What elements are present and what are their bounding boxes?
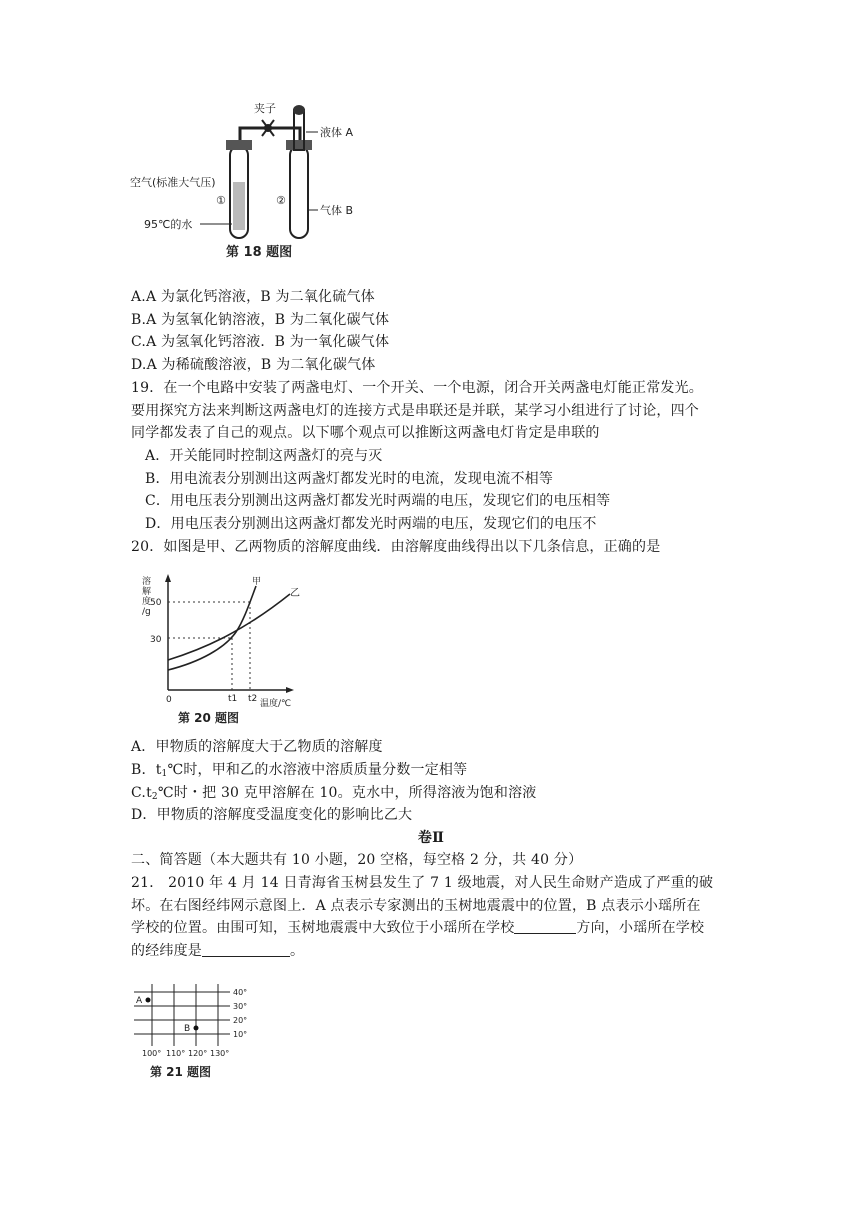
xlabel: 温度/℃ (260, 699, 292, 709)
figure-18-caption: 第 18 题图 (226, 245, 293, 260)
clamp-label: 夹子 (254, 102, 276, 115)
q20-option-b-subscript: 1 (161, 769, 168, 779)
answer-blank-coordinates[interactable] (202, 942, 290, 957)
lat-label-10: 10° (233, 1030, 248, 1039)
apparatus-diagram (130, 100, 390, 268)
lat-label-30: 30° (233, 1002, 248, 1011)
q21-line-1: 21． 2010 年 4 月 14 日青海省玉树县发生了 7 1 级地震，对人民生命财产造成了严重的破 (131, 875, 714, 891)
ylabel-char-1: 溶 (142, 577, 152, 587)
tube-1-label: ① (216, 194, 226, 207)
y-tick-30: 30 (150, 635, 162, 645)
q21-line-4-text: 的经纬度是 (131, 943, 202, 959)
ylabel-char-2: 解 (142, 587, 152, 597)
lon-label-110: 110° (166, 1049, 186, 1058)
section-title: 卷Ⅱ (417, 830, 445, 846)
lon-label-120: 120° (188, 1049, 208, 1058)
solubility-chart (140, 570, 310, 728)
lat-label-40: 40° (233, 988, 248, 997)
series-label-jia: 甲 (252, 577, 262, 587)
q18-option-a: A.A 为氯化钙溶液，B 为二氧化硫气体 (131, 289, 375, 305)
series-label-yi: 乙 (290, 588, 300, 599)
x-tick-t2: t2 (248, 694, 258, 704)
q20-stem: 20．如图是甲、乙两物质的溶解度曲线．由溶解度曲线得出以下几条信息，正确的是 (131, 539, 661, 555)
q19-option-b: B．用电流表分别测出这两盏灯都发光时的电流，发现电流不相等 (145, 471, 554, 487)
q20-option-a: A．甲物质的溶解度大于乙物质的溶解度 (131, 739, 383, 755)
q19-option-c: C．用电压表分别测出这两盏灯都发光时两端的电压，发现它们的电压相等 (145, 493, 611, 509)
lat-long-grid (130, 976, 270, 1088)
q20-option-d: D．甲物质的溶解度受温度变化的影响比乙大 (131, 807, 413, 823)
q19-stem-line-1: 19．在一个电路中安装了两盏电灯、一个开关、一个电源，闭合开关两盏电灯能正常发光。 (131, 380, 704, 396)
figure-21-caption: 第 21 题图 (150, 1065, 212, 1079)
q19-option-d: D．用电压表分别测出这两盏灯都发光时两端的电压，发现它们的电压不 (145, 516, 597, 532)
y-tick-50: 50 (150, 598, 162, 608)
q20-option-c-prefix: C.t (131, 785, 152, 801)
liquid-a-label: 液体 A (320, 126, 354, 139)
lat-label-20: 20° (233, 1016, 248, 1025)
figure-20-caption: 第 20 题图 (178, 711, 240, 725)
curve-jia (168, 586, 256, 670)
q18-option-b: B.A 为氢氧化钠溶液，B 为二氧化碳气体 (131, 312, 390, 328)
q18-option-c: C.A 为氢氧化钙溶液．B 为一氧化碳气体 (131, 334, 390, 350)
stopper-1 (226, 140, 252, 150)
q20-option-c-subscript: 2 (151, 792, 158, 802)
tube-2-label: ② (276, 194, 286, 207)
air-label: 空气(标准大气压) (130, 176, 216, 189)
q21-line-2: 坏。在右图经纬网示意图上．A 点表示专家测出的玉树地震震中的位置，B 点表示小瑶所在 (131, 898, 701, 914)
water-fill (233, 182, 245, 230)
test-tube-2 (290, 146, 308, 238)
ylabel-char-4: /g (142, 607, 151, 617)
curve-yi (168, 594, 290, 660)
answer-blank-direction[interactable] (514, 919, 576, 934)
q21-line-3-text: 学校的位置。由围可知，玉树地震震中大致位于小瑶所在学校 (131, 920, 515, 936)
lon-label-100: 100° (142, 1049, 162, 1058)
q20-option-c-text: ℃时・把 30 克甲溶解在 10。克水中，所得溶液为饱和溶液 (157, 785, 537, 801)
q20-option-b-text: ℃时，甲和乙的水溶液中溶质质量分数一定相等 (167, 762, 468, 778)
water-label: 95℃的水 (144, 218, 193, 231)
q19-stem-line-3: 同学都发表了自己的观点。以下哪个观点可以推断这两盏电灯肯定是串联的 (131, 425, 600, 441)
q21-line-4-end: 。 (290, 943, 305, 959)
q21-line-3 (131, 917, 741, 939)
q19-stem-line-2: 要用探究方法来判断这两盏电灯的连接方式是串联还是并联，某学习小组进行了讨论，四个 (131, 403, 699, 419)
gas-b-label: 气体 B (320, 204, 354, 217)
q21-line-3-tail: 方向，小瑶所在学校 (576, 920, 705, 936)
origin-label: 0 (166, 695, 172, 705)
q19-option-a: A．开关能同时控制这两盏灯的亮与灭 (145, 448, 383, 464)
figure-21 (130, 976, 270, 1088)
point-b-marker (194, 1026, 199, 1031)
stopper-2 (286, 140, 312, 150)
point-b-label: B (184, 1024, 191, 1034)
q20-option-b-prefix: B．t (131, 762, 162, 778)
q18-option-d: D.A 为稀硫酸溶液，B 为二氧化碳气体 (131, 357, 376, 373)
lon-label-130: 130° (210, 1049, 230, 1058)
x-tick-t1: t1 (228, 694, 238, 704)
figure-18 (130, 100, 390, 268)
section-heading: 二、简答题（本大题共有 10 小题，20 空格，每空格 2 分，共 40 分） (131, 852, 583, 868)
q21-line-4 (131, 940, 741, 962)
figure-20 (140, 570, 310, 728)
ylabel-char-3: 度 (142, 597, 152, 607)
point-a-label: A (136, 996, 143, 1006)
point-a-marker (146, 998, 151, 1003)
